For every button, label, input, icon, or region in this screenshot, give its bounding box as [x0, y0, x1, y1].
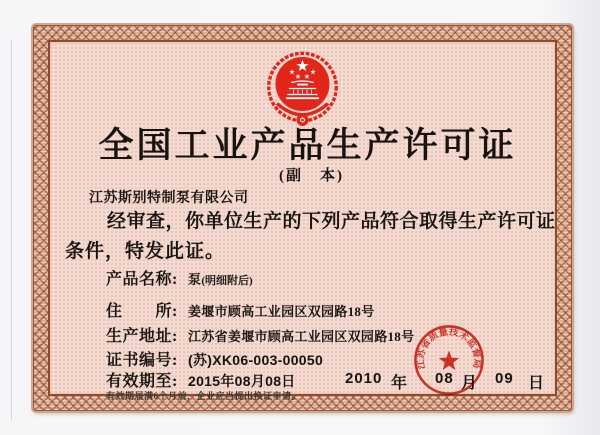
- certificate: [48, 40, 557, 401]
- statement-line-2: 条件，特发此证。: [65, 241, 226, 262]
- field-label: 有效期至:: [106, 373, 178, 390]
- field-production-address: [106, 323, 414, 346]
- statement-line-1: 经审查，你单位生产的下列产品符合取得生产许可证: [107, 211, 556, 232]
- company-name: 江苏斯别特制泵有限公司: [89, 191, 249, 206]
- field-label: 生产地址:: [106, 328, 178, 345]
- field-residence: [106, 298, 375, 321]
- field-label: 产品名称:: [106, 271, 178, 288]
- issue-day-unit: 日: [528, 375, 545, 392]
- field-label: 证书编号:: [106, 352, 178, 369]
- china-national-emblem-icon: [265, 51, 340, 129]
- field-certificate-number: [106, 347, 323, 370]
- field-label: 住 所:: [106, 303, 178, 320]
- certificate-title: 全国工业产品生产许可证: [98, 126, 517, 165]
- field-valid-until: [106, 368, 296, 391]
- issue-day: 09: [495, 370, 514, 387]
- scan-artifact-line: [11, 40, 12, 420]
- issue-year: 2010: [345, 370, 383, 387]
- issue-month: 08: [435, 370, 454, 387]
- field-value: (苏)XK06-003-00050: [188, 352, 324, 368]
- issue-month-unit: 月: [461, 375, 478, 392]
- footnote: 有效期届满6个月前，企业应当提出换证申请。: [106, 391, 302, 401]
- field-product-name: [106, 266, 253, 289]
- field-value: 姜堰市顾高工业园区双园路18号: [188, 304, 375, 319]
- field-value: 2015年08月08日: [188, 373, 296, 389]
- official-seal: [411, 322, 487, 398]
- issue-year-unit: 年: [391, 375, 408, 392]
- field-value: 江苏省姜堰市顾高工业园区双园路18号: [188, 329, 415, 344]
- field-value-note: (明细附后): [201, 275, 253, 287]
- certificate-subtitle: (副 本): [279, 168, 344, 184]
- seal-text: 江苏省质量技术监督局: [415, 326, 483, 371]
- certificate-border: [33, 25, 572, 411]
- field-value: 泵: [188, 272, 202, 287]
